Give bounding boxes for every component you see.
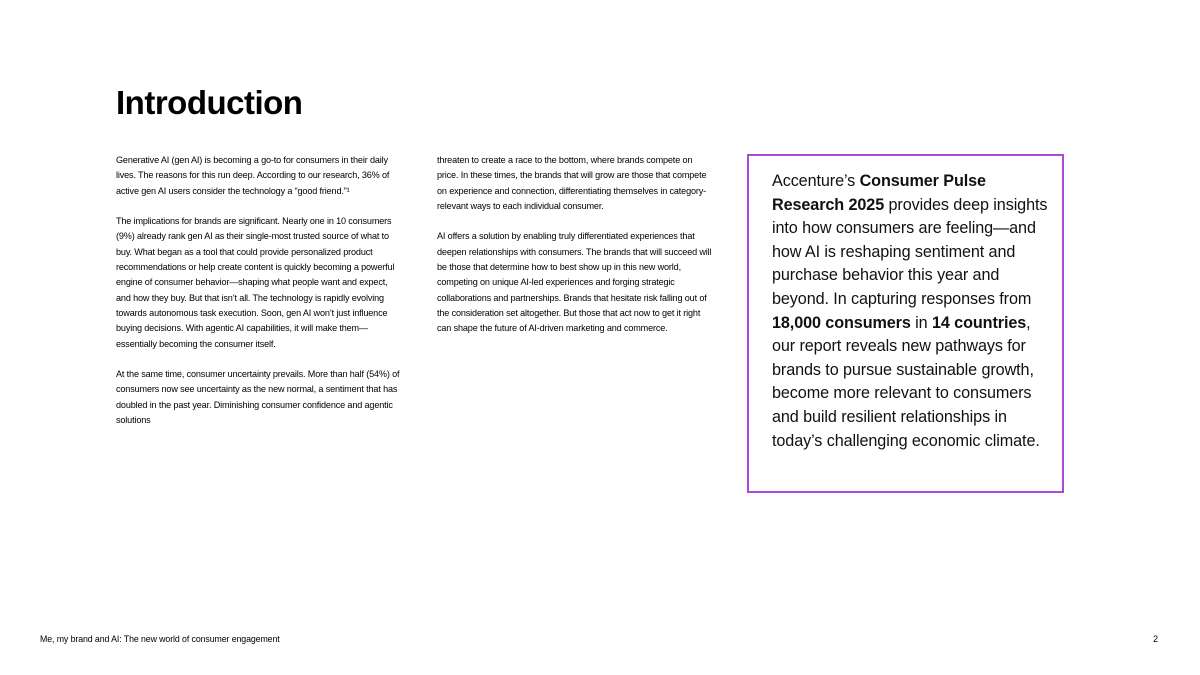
callout-highlight-countries: 14 countries bbox=[931, 313, 1027, 332]
callout-highlight-research: Consumer Pulse Research 2025 bbox=[772, 172, 986, 214]
paragraph: Generative AI (gen AI) is becoming a go-to for consumers in their daily lives. The reasons for this run deep. According to our research, 36% of active gen AI users consider the technology a “good friend.”¹ bbox=[116, 155, 390, 196]
callout-text: Accenture’s bbox=[772, 172, 860, 190]
callout-text: provides deep insights into how consumers are feeling—and how AI is reshaping sentiment and purchase behavior this year and beyond. In capturing responses from bbox=[772, 195, 1048, 308]
page-title: Introduction bbox=[116, 84, 303, 121]
paragraph: The implications for brands are significant. Nearly one in 10 consumers (9%) already rank gen AI as their single-most trusted source of what to buy. What began as a tool that could provide personalized product recommendations or help create content is quickly becoming a powerful engine of consumer behavior—shaping what people want and expect, and how they buy. But that isn’t all. The technology is rapidly evolving towards autonomous task execution. Soon, gen AI won’t just influence buying decisions. With agentic AI capabilities, it will make them—essentially becoming the consumer itself. bbox=[116, 216, 395, 349]
paragraph: At the same time, consumer uncertainty prevails. More than half (54%) of consumers now see uncertainty as the new normal, a sentiment that has doubled in the past year. Diminishing consumer confidence and agentic solutions bbox=[116, 369, 400, 426]
paragraph: threaten to create a race to the bottom, where brands compete on price. In these times, the brands that will grow are those that compete on experience and connection, differentiating themselves in category-relevant ways to each individual consumer. bbox=[437, 155, 707, 211]
paragraph: AI offers a solution by enabling truly differentiated experiences that deepen relationships with consumers. The brands that will succeed will be those that determine how to best show up in this new world, competing on unique AI-led experiences and forging strategic collaborations and partnerships. Brands that hesitate risk falling out of the consideration set altogether. But those that act now to get it right can shape the future of AI-driven marketing and commerce. bbox=[437, 231, 712, 334]
body-column-middle bbox=[437, 153, 715, 352]
page-number: 2 bbox=[1153, 634, 1158, 644]
callout-highlight-consumers: 18,000 consumers bbox=[772, 313, 911, 332]
callout-text: , our report reveals new pathways for brands to pursue sustainable growth, become more relevant to consumers and build resilient relationships in today’s challenging economic climate. bbox=[772, 313, 1040, 450]
callout-text: in bbox=[910, 313, 932, 332]
research-callout-box bbox=[747, 154, 1064, 493]
footer-title: Me, my brand and AI: The new world of consumer engagement bbox=[40, 634, 280, 644]
body-column-left bbox=[116, 153, 401, 444]
